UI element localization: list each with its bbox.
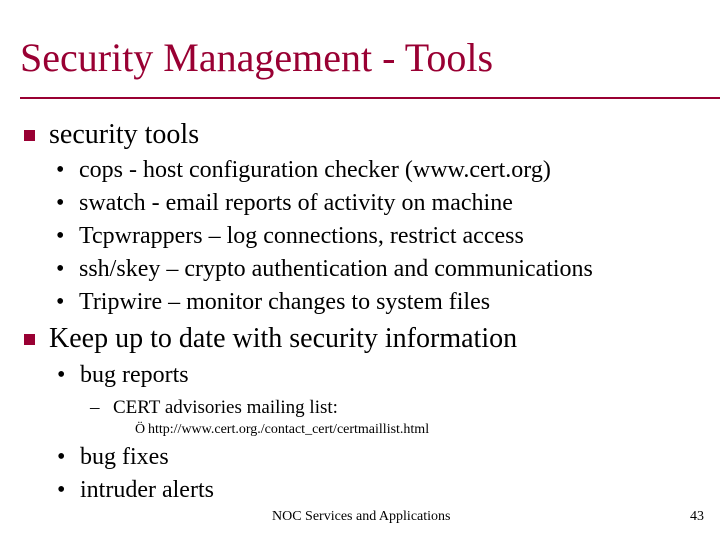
square-bullet-icon <box>24 130 35 141</box>
square-bullet-icon <box>24 334 35 345</box>
footer-text: NOC Services and Applications <box>272 509 451 524</box>
bullet-icon: • <box>57 477 66 503</box>
list-item-text: bug reports <box>80 362 189 388</box>
bullet-icon: • <box>57 444 66 470</box>
bullet-icon: • <box>56 289 65 315</box>
section-heading: security tools <box>49 119 200 150</box>
list-item-text: cops - host configuration checker (www.cert.org) <box>79 157 551 183</box>
dash-bullet-icon: – <box>90 397 100 418</box>
page-number: 43 <box>690 509 704 524</box>
list-item-text: Tcpwrappers – log connections, restrict access <box>79 223 524 249</box>
section-heading: Keep up to date with security information <box>49 323 518 354</box>
bullet-icon: • <box>57 362 66 388</box>
list-item-text: Tripwire – monitor changes to system files <box>79 289 491 315</box>
slide-title: Security Management - Tools <box>20 35 494 80</box>
url-text: http://www.cert.org./contact_cert/certmaillist.html <box>148 422 430 437</box>
sub-list-item-text: CERT advisories mailing list: <box>113 397 338 418</box>
bullet-icon: • <box>56 223 65 249</box>
list-item-text: intruder alerts <box>80 477 214 503</box>
list-item-text: swatch - email reports of activity on machine <box>79 190 513 216</box>
list-item-text: bug fixes <box>80 444 169 470</box>
bullet-icon: • <box>56 190 65 216</box>
chevron-bullet-icon: Ö <box>135 422 146 437</box>
bullet-icon: • <box>56 256 65 282</box>
list-item-text: ssh/skey – crypto authentication and communications <box>79 256 593 282</box>
bullet-icon: • <box>56 157 65 183</box>
title-divider <box>20 97 720 99</box>
